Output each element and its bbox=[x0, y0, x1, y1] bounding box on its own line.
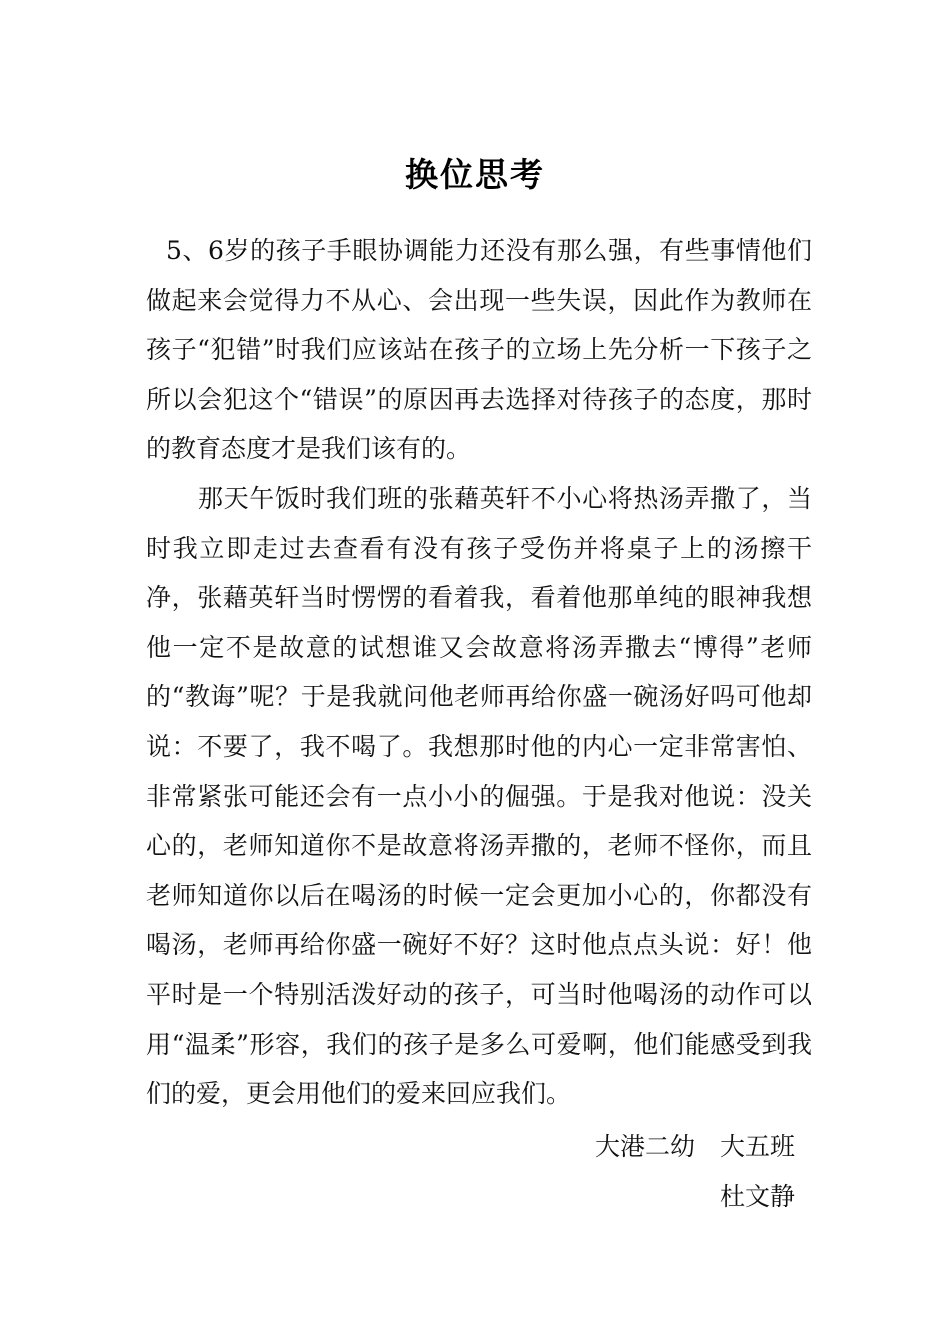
document-body bbox=[146, 226, 812, 1119]
paragraph-2: 那天午饭时我们班的张藉英轩不小心将热汤弄撒了，当时我立即走过去查看有没有孩子受伤并将桌子上的汤擦干净，张藉英轩当时愣愣的看着我，看着他那单纯的眼神我想他一定不是故意的试想谁又会故意将汤弄撒去“博得”老师的“教诲”呢？于是我就问他老师再给你盛一碗汤好吗可他却说：不要了，我不喝了。我想那时他的内心一定非常害怕、非常紧张可能还会有一点小小的倔强。于是我对他说：没关心的，老师知道你不是故意将汤弄撒的，老师不怪你，而且老师知道你以后在喝汤的时候一定会更加小心的，你都没有喝汤，老师再给你盛一碗好不好？这时他点点头说：好！他平时是一个特别活泼好动的孩子，可当时他喝汤的动作可以用“温柔”形容，我们的孩子是多么可爱啊，他们能感受到我们的爱，更会用他们的爱来回应我们。 bbox=[146, 483, 812, 1109]
signature-author: 杜文静 bbox=[719, 1182, 795, 1211]
paragraph-1: 5、6岁的孩子手眼协调能力还没有那么强，有些事情他们做起来会觉得力不从心、会出现一些失误，因此作为教师在孩子“犯错”时我们应该站在孩子的立场上先分析一下孩子之所以会犯这个“错误”的原因再去选择对待孩子的态度，那时的教育态度才是我们该有的。 bbox=[146, 236, 812, 464]
signature-block bbox=[595, 1122, 795, 1222]
signature-school-class: 大港二幼 大五班 bbox=[594, 1132, 795, 1161]
document-title: 换位思考 bbox=[405, 155, 545, 194]
